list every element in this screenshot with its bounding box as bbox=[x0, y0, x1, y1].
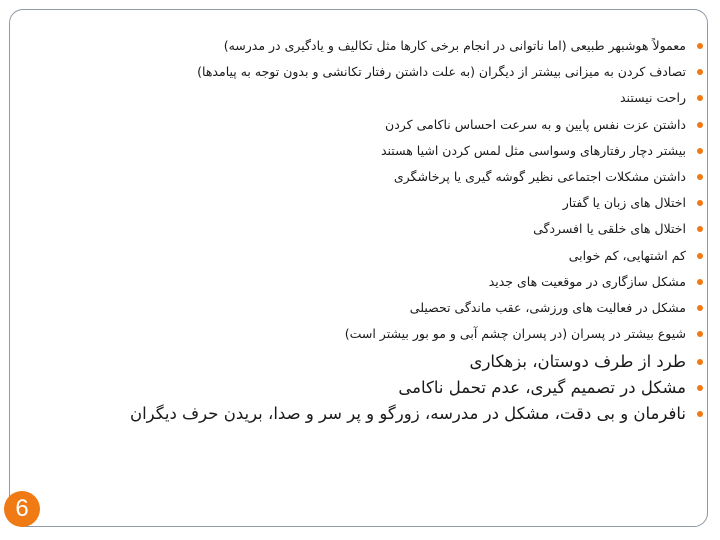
bullet-item: اختلال های خلقی یا افسردگی bbox=[36, 221, 706, 247]
bullet-item: مشکل در فعالیت های ورزشی، عقب ماندگی تحصیلی bbox=[36, 300, 706, 326]
bullet-item: اختلال های زبان یا گفتار bbox=[36, 195, 706, 221]
bullet-item: نافرمان و بی دقت، مشکل در مدرسه، زورگو و پر سر و صدا، بریدن حرف دیگران bbox=[36, 404, 706, 423]
bullet-item: کم اشتهایی، کم خوابی bbox=[36, 248, 706, 274]
bullet-list bbox=[36, 38, 706, 423]
slide-number-badge: 6 bbox=[4, 491, 40, 527]
bullet-item: شیوع بیشتر در پسران (در پسران چشم آبی و مو بور بیشتر است) bbox=[36, 326, 706, 352]
bullet-item: بیشتر دچار رفتارهای وسواسی مثل لمس کردن اشیا هستند bbox=[36, 143, 706, 169]
bullet-item: مشکل در تصمیم گیری، عدم تحمل ناکامی bbox=[36, 378, 706, 404]
bullet-item: راحت نیستند bbox=[36, 90, 706, 116]
bullet-item: طرد از طرف دوستان، بزهکاری bbox=[36, 352, 706, 378]
bullet-item: داشتن عزت نفس پایین و به سرعت احساس ناکامی کردن bbox=[36, 117, 706, 143]
bullet-item: معمولاً هوشبهر طبیعی (اما ناتوانی در انجام برخی کارها مثل تکالیف و یادگیری در مدرسه) bbox=[36, 38, 706, 64]
bullet-item: تصادف کردن به میزانی بیشتر از دیگران (به علت داشتن رفتار تکانشی و بدون توجه به پیامدها) bbox=[36, 64, 706, 90]
bullet-item: مشکل سازگاری در موقعیت های جدید bbox=[36, 274, 706, 300]
bullet-item: داشتن مشکلات اجتماعی نظیر گوشه گیری یا پرخاشگری bbox=[36, 169, 706, 195]
